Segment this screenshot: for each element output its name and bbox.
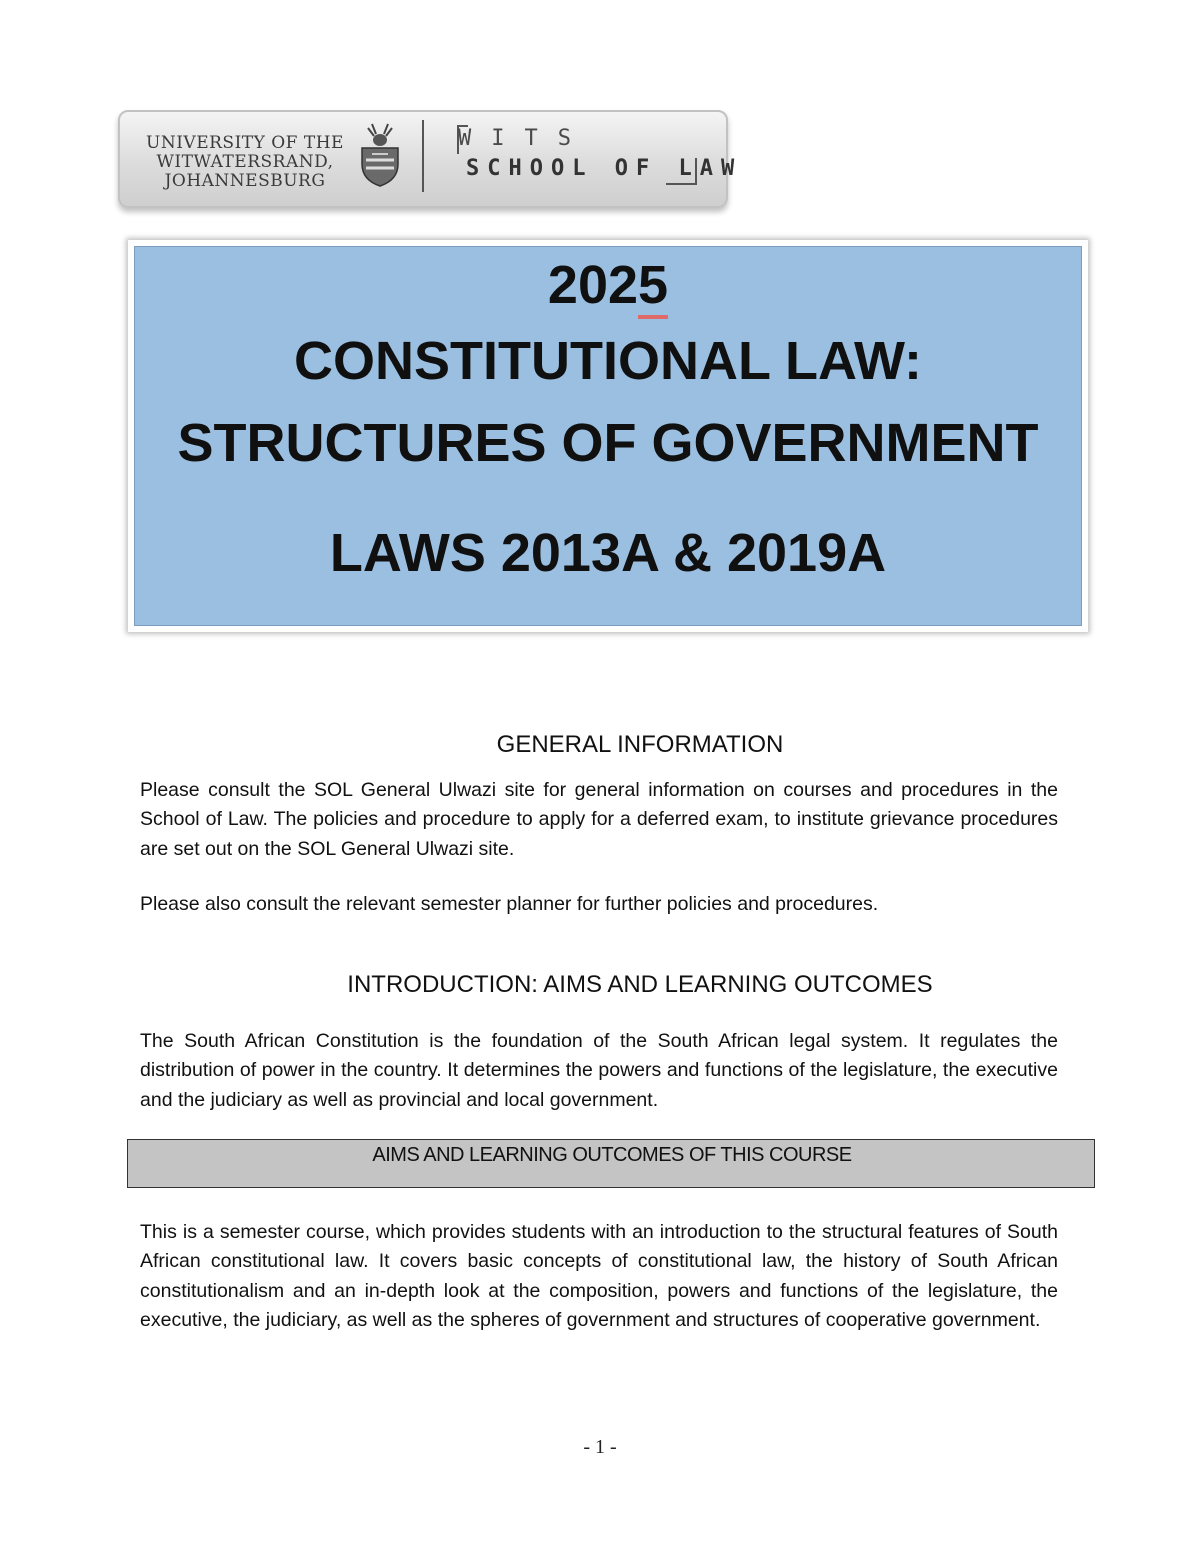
course-title-line-1: CONSTITUTIONAL LAW:	[294, 331, 922, 391]
course-year	[135, 253, 1081, 317]
course-year-prefix: 202	[547, 255, 639, 315]
aims-section-bar-label: AIMS AND LEARNING OUTCOMES OF THIS COURSE	[372, 1144, 852, 1166]
university-logo-banner	[118, 110, 743, 208]
aims-section-bar	[127, 1139, 1095, 1188]
school-of-law-wordmark: SCHOOL OF LAW	[466, 156, 743, 181]
page-number: - 1 -	[583, 1436, 617, 1458]
introduction-heading: INTRODUCTION: AIMS AND LEARNING OUTCOMES	[347, 971, 933, 998]
general-information-heading: GENERAL INFORMATION	[496, 731, 784, 758]
university-crest-icon	[358, 120, 402, 190]
course-year-last-digit: 5	[638, 255, 668, 319]
general-information-paragraph-2: Please also consult the relevant semester planner for further policies and procedures.	[140, 893, 879, 915]
wits-wordmark: WITS	[458, 126, 591, 151]
course-title-line-2: STRUCTURES OF GOVERNMENT	[177, 413, 1039, 473]
university-name	[130, 134, 360, 191]
general-information-paragraph-1: Please consult the SOL General Ulwazi site for general information on courses and procedures in the School of Law. The policies and procedure to apply for a deferred exam, to institute grievance procedures are set out on the SOL General Ulwazi site.	[140, 779, 1058, 860]
introduction-paragraph: The South African Constitution is the foundation of the South African legal system. It regulates the distribution of power in the country. It determines the powers and functions of the legislature, the executive and the judiciary as well as provincial and local government.	[140, 1030, 1058, 1111]
university-name-line-1: UNIVERSITY OF THE	[146, 133, 344, 153]
course-title-box	[134, 246, 1082, 626]
university-name-line-3: JOHANNESBURG	[164, 171, 326, 191]
aims-paragraph: This is a semester course, which provides students with an introduction to the structural features of South African constitutional law. It covers basic concepts of constitutional law, the history of South African constitutionalism and an in-depth look at the composition, powers and functions of the legislature, the executive, the judiciary, as well as the spheres of government and structures of cooperative government.	[140, 1221, 1058, 1332]
logo-divider	[422, 120, 424, 192]
university-name-line-2: WITWATERSRAND,	[156, 152, 334, 172]
course-codes: LAWS 2013A & 2019A	[329, 523, 887, 583]
